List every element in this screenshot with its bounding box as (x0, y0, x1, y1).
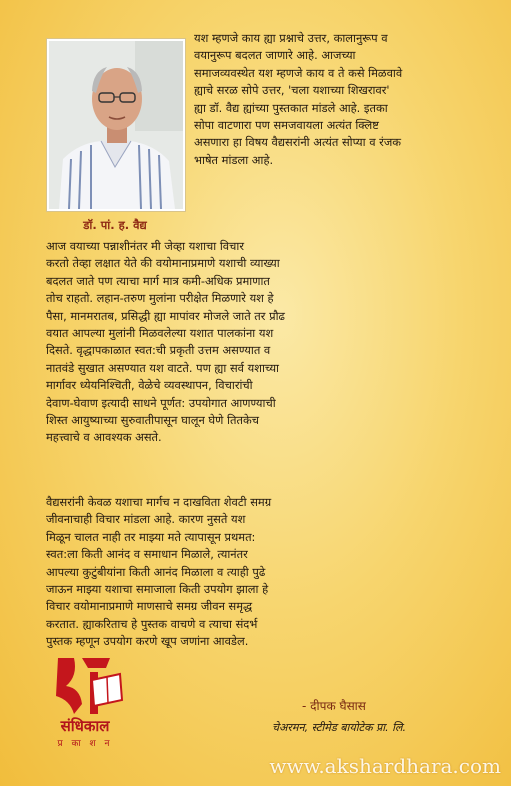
body-line: मिळून चालत नाही तर माझ्या मते त्यापासून प्रथमत: (46, 529, 256, 544)
body-line: आपल्या कुटुंबीयांना किती आनंद मिळाला व त्याही पुढे (46, 564, 266, 579)
body-line: मार्गावर ध्येयनिश्चिती, वेळेचे व्यवस्थापन, विचारांची (46, 378, 253, 393)
body-paragraph-1 (46, 238, 476, 447)
body-line: पुस्तक म्हणून उपयोग करणे खूप जणांना आवडेल. (46, 634, 249, 649)
body-line: वयात आपल्या मुलांनी मिळवलेल्या यशात पालकांना यश (46, 326, 274, 341)
intro-line: समाजव्यवस्थेत यश म्हणजे काय व ते कसे मिळवावे (194, 65, 403, 80)
body-line: पैसा, मानमरातब, प्रसिद्धी ह्या मापांवर मोजले जाते तर प्रौढ (46, 308, 285, 323)
publisher-sub: प्र का श न (57, 739, 113, 749)
body-line: देवाण-घेवाण इत्यादी साधने पूर्णत: उपयोगात आणण्याची (46, 395, 276, 410)
body-line: करतात. ह्याकरिताच हे पुस्तक वाचणे व त्याचा संदर्भ (46, 616, 258, 631)
author-caption: डॉ. पां. ह. वैद्य (83, 218, 147, 232)
body-line: शिस्त आयुष्याच्या सुरुवातीपासून घालून घेणे तितकेच (46, 413, 259, 428)
website-watermark: www.akshardhara.com (269, 754, 501, 778)
intro-line: वयानुरूप बदलत जाणारे आहे. आजच्या (194, 48, 356, 63)
intro-paragraph (194, 30, 476, 169)
publisher-mark-icon (44, 650, 126, 720)
body-line: तोच राहतो. लहान-तरुण मुलांना परीक्षेत मिळणारे यश हे (46, 291, 274, 306)
signature-title: चेअरमन, स्टीमेड बायोटेक प्रा. लि. (272, 721, 406, 734)
signature-name: - दीपक घैसास (302, 699, 366, 713)
intro-line: ह्या डॉ. वैद्य ह्यांच्या पुस्तकात मांडले आहे. इतका (194, 100, 388, 115)
intro-line: भाषेत मांडला आहे. (194, 152, 274, 167)
body-line: स्वत:ला किती आनंद व समाधान मिळाले, त्यानंतर (46, 547, 248, 562)
publisher-logo (44, 650, 126, 754)
intro-line: असणारा हा विषय वैद्यसरांनी अत्यंत सोप्या व रंजक (194, 135, 402, 150)
body-line: करतो तेव्हा लक्षात येते की वयोमानाप्रमाणे यशाची व्याख्या (46, 256, 280, 271)
body-paragraph-2 (46, 494, 476, 651)
intro-line: सोपा वाटणारा पण समजवायला अत्यंत क्लिष्ट (194, 118, 379, 133)
body-line: महत्त्वाचे व आवश्यक असते. (46, 430, 162, 445)
body-line: वैद्यसरांनी केवळ यशाचा मार्गच न दाखविता शेवटी समग्र (46, 495, 272, 509)
intro-line: यश म्हणजे काय ह्या प्रश्नाचे उत्तर, कालानुरूप व (194, 31, 388, 45)
body-line: आज वयाच्या पन्नाशीनंतर मी जेव्हा यशाचा विचार (46, 239, 244, 253)
body-line: जीवनाचाही विचार मांडला आहे. कारण नुसते यश (46, 512, 246, 527)
body-line: जाऊन माझ्या यशाचा समाजाला किती उपयोग झाला हे (46, 582, 269, 597)
intro-line: ह्याचे सरळ सोपे उत्तर, 'चला यशाच्या शिखरावर' (194, 83, 390, 98)
body-line: विचार वयोमानाप्रमाणे माणसाचे समग्र जीवन समृद्ध (46, 599, 253, 614)
author-photo (46, 38, 186, 212)
body-line: दिसते. वृद्धापकाळात स्वत:ची प्रकृती उत्तम असण्यात व (46, 343, 271, 358)
author-portrait-image (49, 41, 183, 209)
publisher-name: संधिकाल (60, 717, 110, 735)
body-line: नातवंडे सुखात असण्यात यश वाटते. पण ह्या सर्व यशाच्या (46, 360, 279, 375)
body-line: बदलत जाते पण त्याचा मार्ग मात्र कमी-अधिक प्रमाणात (46, 273, 270, 288)
